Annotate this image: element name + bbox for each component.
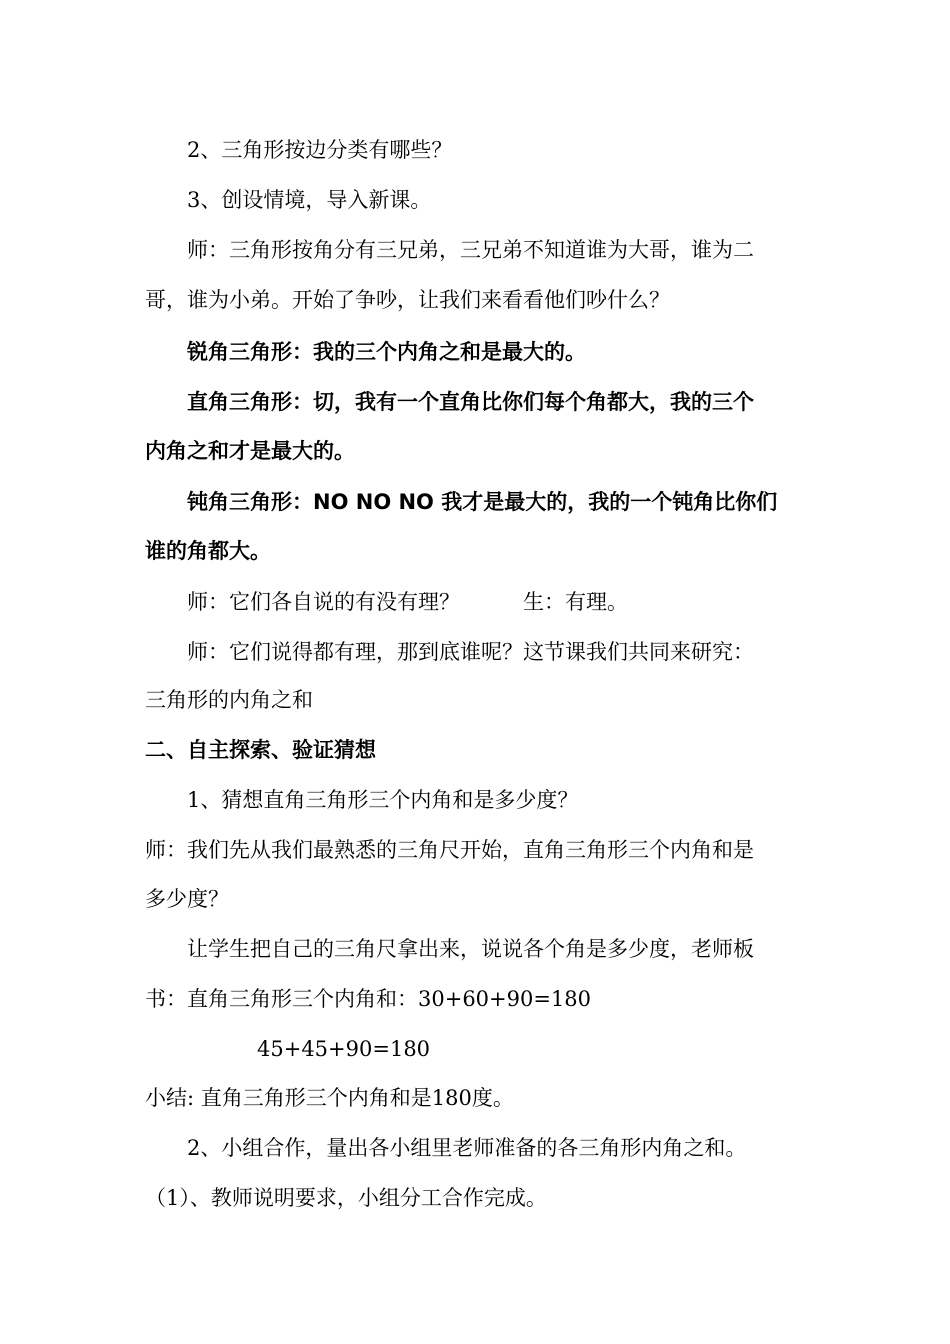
teacher-ruler-line-1: 师：我们先从我们最熟悉的三角尺开始，直角三角形三个内角和是 bbox=[145, 838, 754, 862]
right-triangle-line-2: 内角之和才是最大的。 bbox=[145, 439, 355, 463]
acute-triangle-line: 锐角三角形：我的三个内角之和是最大的。 bbox=[187, 340, 586, 364]
summary-line: 小结: 直角三角形三个内角和是180度。 bbox=[145, 1086, 514, 1110]
teacher-topic-line-1: 师：它们说得都有理，那到底谁呢？这节课我们共同来研究： bbox=[187, 640, 754, 664]
students-ruler-line-1: 让学生把自己的三角尺拿出来，说说各个角是多少度，老师板 bbox=[187, 937, 754, 961]
right-triangle-line-1: 直角三角形：切，我有一个直角比你们每个角都大，我的三个 bbox=[187, 390, 754, 414]
section-heading: 二、自主探索、验证猜想 bbox=[145, 738, 376, 762]
obtuse-triangle-line-1: 钝角三角形：NO NO NO 我才是最大的，我的一个钝角比你们 bbox=[187, 490, 778, 514]
guess-right-triangle: 1、猜想直角三角形三个内角和是多少度？ bbox=[187, 788, 579, 812]
obtuse-triangle-line-2: 谁的角都大。 bbox=[145, 539, 271, 563]
group-work-line: 2、小组合作，量出各小组里老师准备的各三角形内角之和。 bbox=[187, 1136, 747, 1160]
teacher-ruler-line-2: 多少度？ bbox=[145, 887, 229, 911]
students-ruler-line-2: 书：直角三角形三个内角和：30+60+90=180 bbox=[145, 987, 592, 1011]
teacher-intro-line-1: 师：三角形按角分有三兄弟，三兄弟不知道谁为大哥，谁为二 bbox=[187, 238, 754, 262]
teacher-question: 师：它们各自说的有没有理？ bbox=[187, 590, 460, 614]
teacher-intro-line-2: 哥，谁为小弟。开始了争吵，让我们来看看他们吵什么？ bbox=[145, 288, 670, 312]
question-side-classification: 2、三角形按边分类有哪些？ bbox=[187, 138, 453, 162]
student-answer: 生：有理。 bbox=[523, 590, 628, 614]
sum-equation-2: 45+45+90=180 bbox=[257, 1037, 431, 1061]
teacher-topic-line-2: 三角形的内角之和 bbox=[145, 688, 313, 712]
step-create-scenario: 3、创设情境，导入新课。 bbox=[187, 188, 432, 212]
requirement-line: （1）、教师说明要求，小组分工合作完成。 bbox=[145, 1186, 547, 1210]
